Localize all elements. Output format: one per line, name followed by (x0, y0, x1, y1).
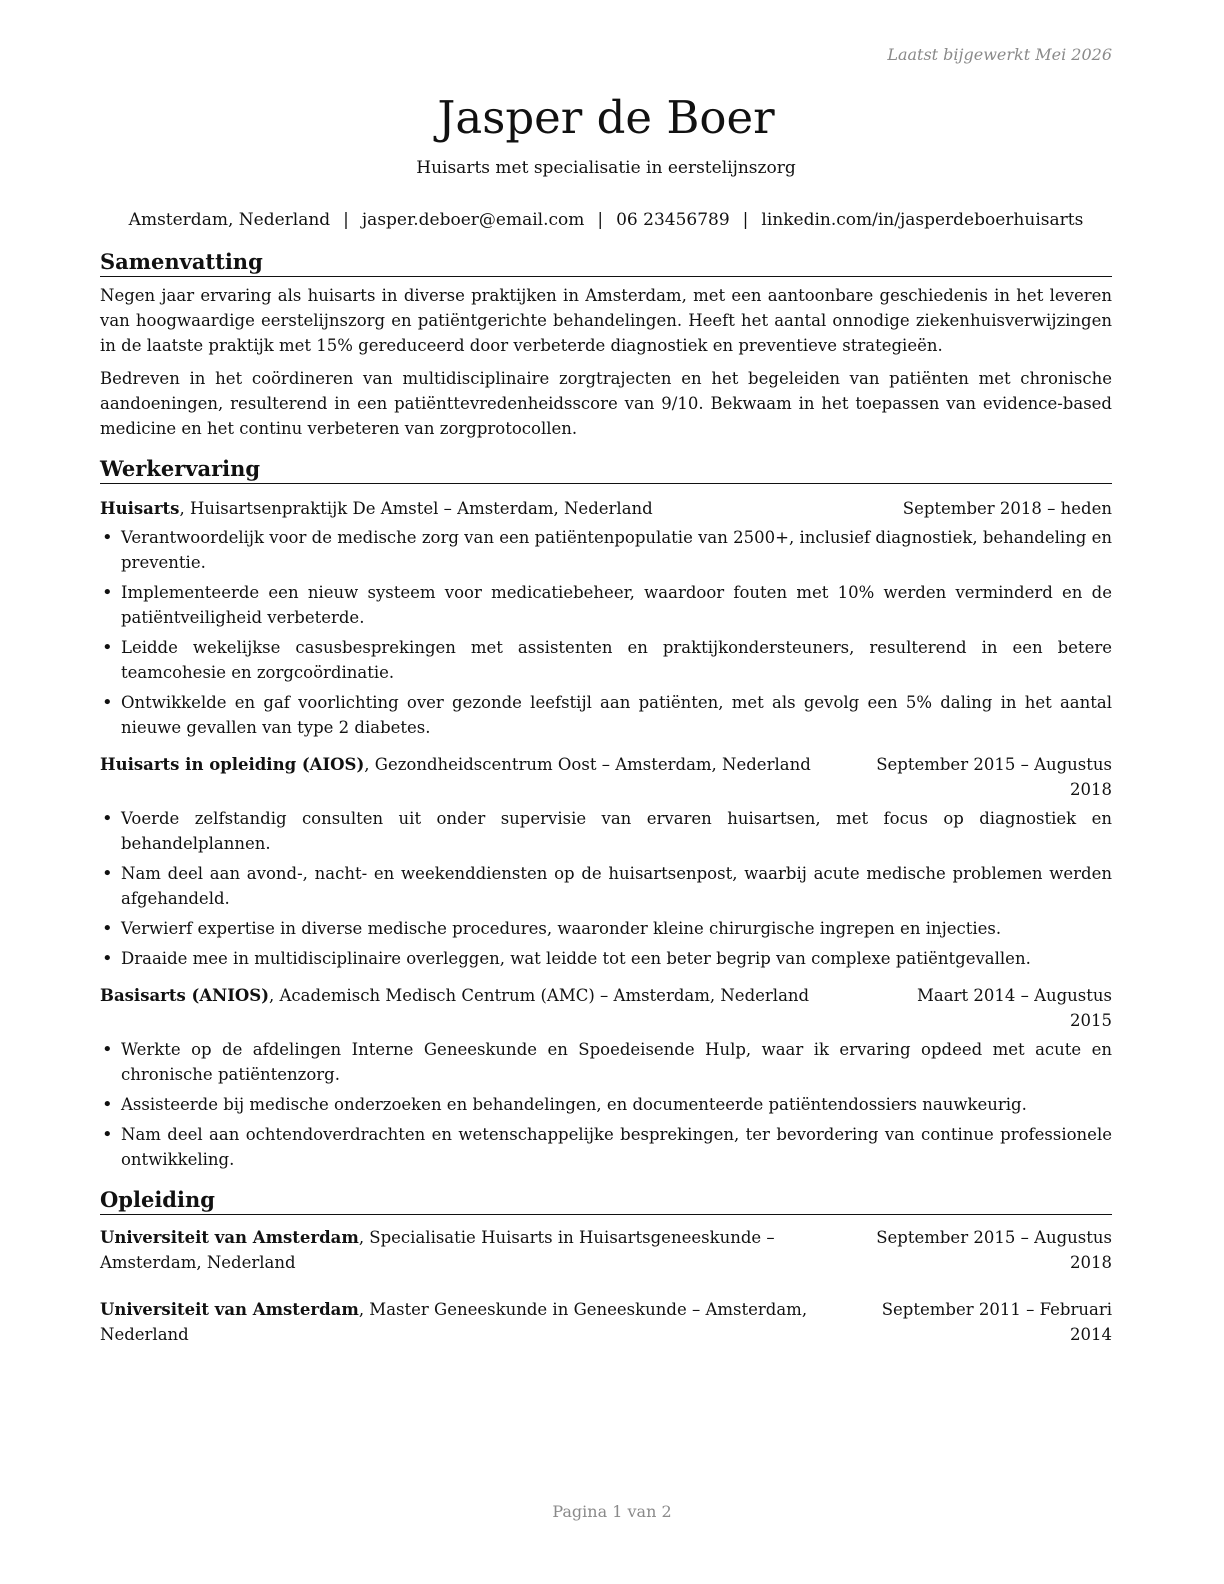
job-bullet: • Verantwoordelijk voor de medische zorg van een patiëntenpopulatie van 2500+, inclusief diagnostiek, behandeling en preventie. (100, 525, 1112, 575)
summary-paragraph: Bedreven in het coördineren van multidisciplinaire zorgtrajecten en het begeleiden van patiënten met chronische aandoeningen, resulterend in een patiënttevredenheidsscore van 9/10. Bekwaam in het toepassen van evidence-based medicine en het continu verbeteren van zorgprotocollen. (100, 369, 1112, 438)
education-school: Universiteit van Amsterdam (100, 1228, 359, 1247)
candidate-name: Jasper de Boer (437, 91, 775, 144)
job-bullet: • Leidde wekelijkse casusbesprekingen met assistenten en praktijkondersteuners, resulterend in een betere teamcohesie en zorgcoördinatie. (100, 635, 1112, 685)
job-bullet: • Nam deel aan avond-, nacht- en weekenddiensten op de huisartsenpost, waarbij acute medische problemen werden afgehandeld. (100, 861, 1112, 911)
experience-section (100, 455, 1112, 1172)
job-bullet: • Nam deel aan ochtendoverdrachten en wetenschappelijke besprekingen, ter bevordering van continue professionele ontwikkeling. (100, 1122, 1112, 1172)
job-bullet: • Assisteerde bij medische onderzoeken en behandelingen, en documenteerde patiëntendossiers nauwkeurig. (100, 1092, 1112, 1117)
section-title-experience: Werkervaring (100, 455, 1112, 484)
education-detail: , Master Geneeskunde in Geneeskunde – Amsterdam, Nederland (100, 1300, 808, 1344)
education-dates: September 2015 – Augustus 2018 (876, 1228, 1112, 1272)
job-role: Huisarts in opleiding (AIOS) (100, 755, 365, 774)
job-bullet: • Verwierf expertise in diverse medische procedures, waaronder kleine chirurgische ingrepen en injecties. (100, 916, 1112, 941)
job-header (100, 752, 1112, 802)
job-dates: September 2015 – Augustus 2018 (876, 755, 1112, 799)
job-entry (100, 983, 1112, 1172)
job-header (100, 496, 1112, 521)
job-dates: September 2018 – heden (902, 499, 1112, 518)
contact-email[interactable]: jasper.deboer@email.com (361, 210, 585, 230)
job-organization: , Gezondheidscentrum Oost – Amsterdam, Nederland (364, 755, 811, 774)
education-detail: , Specialisatie Huisarts in Huisartsgeneeskunde – Amsterdam, Nederland (100, 1228, 775, 1272)
education-section (100, 1186, 1112, 1347)
job-organization: , Academisch Medisch Centrum (AMC) – Amsterdam, Nederland (269, 986, 810, 1005)
education-entry (100, 1297, 1112, 1347)
section-title-education: Opleiding (100, 1186, 1112, 1215)
page-number: Pagina 1 van 2 (552, 1502, 672, 1521)
job-role: Huisarts (100, 499, 180, 518)
education-header (100, 1225, 1112, 1275)
job-role: Basisarts (ANIOS) (100, 986, 270, 1005)
contact-line (100, 206, 1112, 234)
contact-linkedin[interactable]: linkedin.com/in/jasperdeboerhuisarts (761, 210, 1084, 230)
job-bullet: • Ontwikkelde en gaf voorlichting over gezonde leefstijl aan patiënten, met als gevolg een 5% daling in het aantal nieuwe gevallen van type 2 diabetes. (100, 690, 1112, 740)
education-header (100, 1297, 1112, 1347)
summary-section (100, 248, 1112, 441)
education-school: Universiteit van Amsterdam (100, 1300, 359, 1319)
job-bullet: • Draaide mee in multidisciplinaire overleggen, wat leidde tot een beter begrip van complexe patiëntgevallen. (100, 946, 1112, 971)
job-bullet: • Werkte op de afdelingen Interne Geneeskunde en Spoedeisende Hulp, waar ik ervaring opdeed met acute en chronische patiëntenzorg. (100, 1037, 1112, 1087)
summary-paragraph: Negen jaar ervaring als huisarts in diverse praktijken in Amsterdam, met een aantoonbare geschiedenis in het leveren van hoogwaardige eerstelijnszorg en patiëntgerichte behandelingen. Heeft het aantal onnodige ziekenhuisverwijzingen in de laatste praktijk met 15% gereduceerd door verbeterde diagnostiek en preventieve strategieën. (100, 286, 1112, 355)
headline: Huisarts met specialisatie in eerstelijnszorg (416, 158, 796, 178)
job-bullets (100, 525, 1112, 740)
job-bullets (100, 806, 1112, 971)
section-title-summary: Samenvatting (100, 248, 1112, 277)
job-header (100, 983, 1112, 1033)
contact-separator: | (343, 210, 349, 230)
contact-separator: | (742, 210, 749, 230)
job-entry (100, 752, 1112, 971)
last-updated: Laatst bijgewerkt Mei 2026 (887, 45, 1112, 64)
job-bullets (100, 1037, 1112, 1172)
job-dates: Maart 2014 – Augustus 2015 (917, 986, 1112, 1030)
job-organization: , Huisartsenpraktijk De Amstel – Amsterdam, Nederland (179, 499, 653, 518)
resume-page (100, 40, 1112, 1347)
job-entry (100, 496, 1112, 740)
job-bullet: • Implementeerde een nieuw systeem voor medicatiebeheer, waardoor fouten met 10% werden verminderd en de patiëntveiligheid verbeterde. (100, 580, 1112, 630)
education-entry (100, 1225, 1112, 1275)
contact-location: Amsterdam, Nederland (128, 210, 331, 230)
job-bullet: • Voerde zelfstandig consulten uit onder supervisie van ervaren huisartsen, met focus op diagnostiek en behandelplannen. (100, 806, 1112, 856)
contact-separator: | (597, 210, 604, 230)
contact-phone: 06 23456789 (616, 210, 730, 230)
education-dates: September 2011 – Februari 2014 (881, 1300, 1112, 1344)
